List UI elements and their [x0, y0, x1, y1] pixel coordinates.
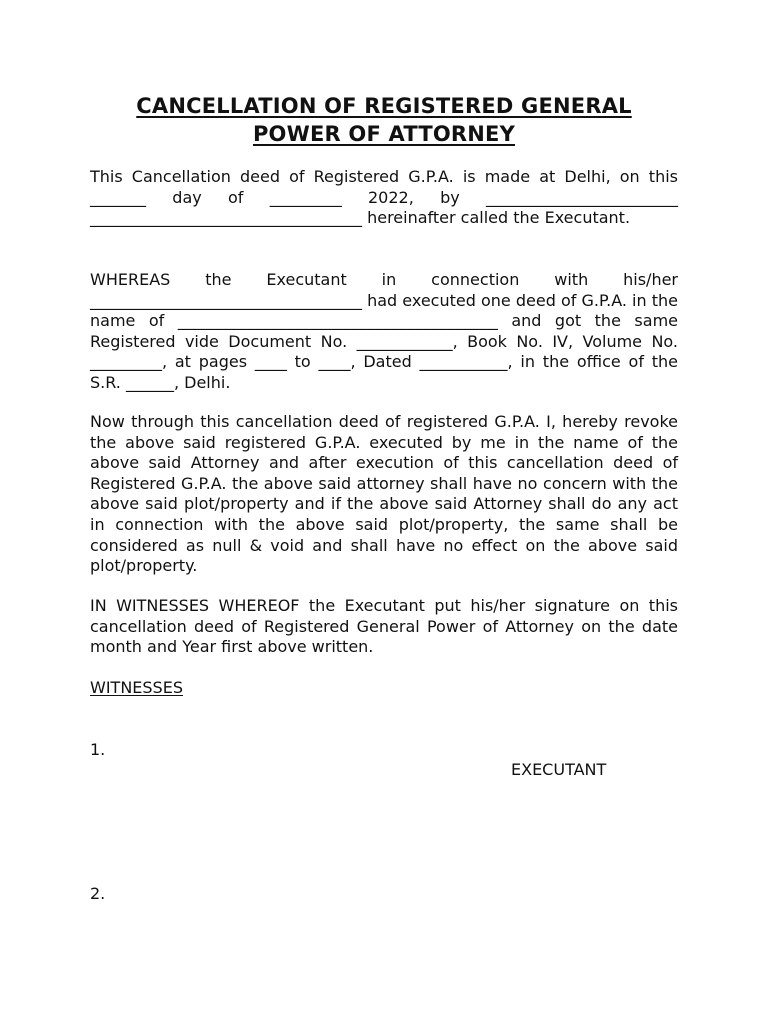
- paragraph-revocation: Now through this cancellation deed of registered G.P.A. I, hereby revoke the above said registered G.P.A. executed by me in the name of the above said Attorney and after execution of this cancellation deed of Registered G.P.A. the above said attorney shall have no concern with the above said plot/property and if the above said Attorney shall do any act in connection with the above said plot/property, the same shall be considered as null & void and shall have no effect on the above said plot/property.: [90, 412, 678, 576]
- witness-2-label: 2.: [90, 884, 106, 903]
- witness-1-label: 1.: [90, 740, 106, 759]
- paragraph-witness-clause: IN WITNESSES WHEREOF the Executant put his/her signature on this cancellation deed of Registered General Power of Attorney on the date month and Year first above written.: [90, 596, 678, 657]
- executant-label: EXECUTANT: [511, 760, 607, 779]
- paragraph-intro: This Cancellation deed of Registered G.P.A. is made at Delhi, on this _______ day of _________ 2022, by ________________________ __________________________________ hereinafter called the Executant.: [90, 167, 678, 228]
- title-line-1-text: CANCELLATION OF REGISTERED GENERAL: [136, 94, 632, 118]
- title-line-2-text: POWER OF ATTORNEY: [252, 122, 516, 146]
- witnesses-heading: WITNESSES: [90, 678, 183, 697]
- title-line-1: [0, 94, 768, 118]
- paragraph-whereas: WHEREAS the Executant in connection with his/her __________________________________ had executed one deed of G.P.A. in the name of ________________________________________ and got the same Registered vide Document No. ____________, Book No. IV, Volume No. _________, at pages ____ to ____, Dated ___________, in the office of the S.R. ______, Delhi.: [90, 270, 678, 392]
- title-line-2: [0, 122, 768, 146]
